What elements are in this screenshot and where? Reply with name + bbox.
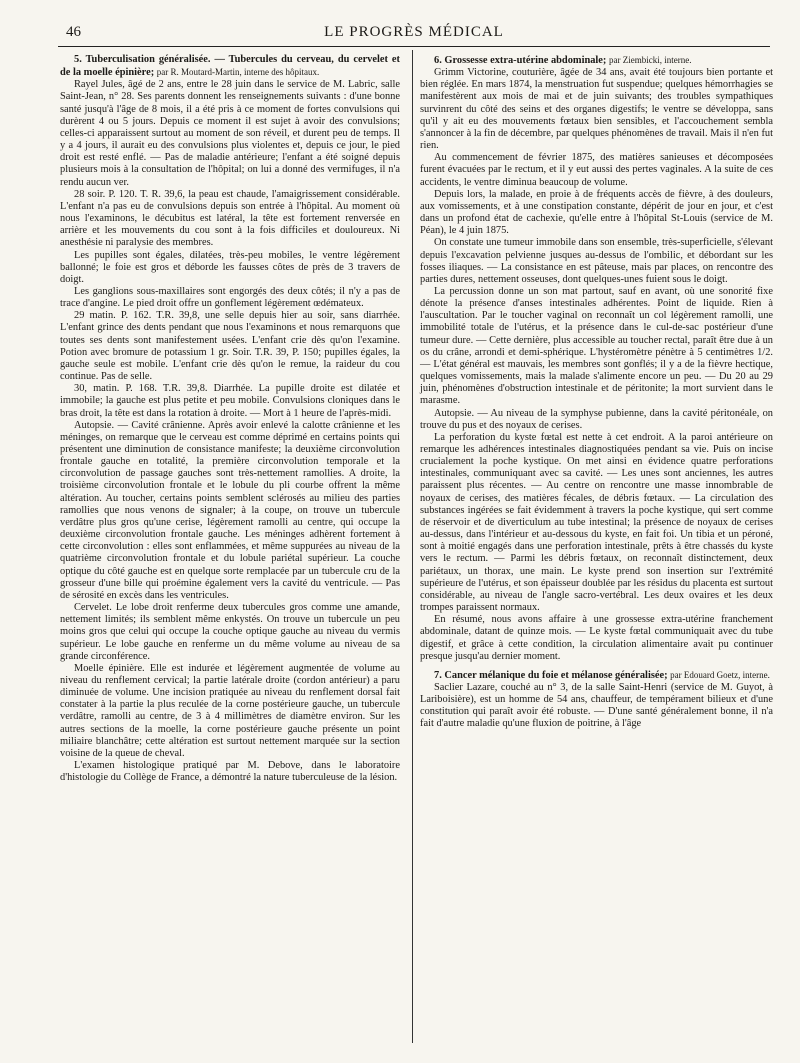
right-column (420, 54, 773, 731)
column-divider (412, 50, 413, 1043)
case-5-heading (60, 54, 400, 79)
paragraph: Cervelet. Le lobe droit renferme deux tubercules gros comme une amande, nettement limités; ils semblent même enkystés. On trouve un tubercule un peu moins gros que celui qui occupe la couche optique gauche au niveau du vermis supérieur. Le lobe gauche en renferme un du même volume au niveau de sa grande circonférence. (60, 602, 400, 662)
paragraph: La percussion donne un son mat partout, sauf en avant, où une sonorité fixe dénote la présence d'anses intestinales adhérentes. Point de liquide. Rien à l'auscultation. Par le toucher vaginal on reconnaît un col légèrement ramolli, une immobilité totale de l'utérus, et la présence dans le cul-de-sac postérieur d'une tumeur dure. — Cette dernière, plus accessible au toucher rectal, paraît être due à un os du crâne, arrondi et demi-sphérique. L'hystéromètre pénètre à 5 centimètres 1/2. — L'état général est mauvais, les membres sont gonflés; il y a de la fièvre hectique, quelques vomissements, mais la malade s'alimente encore un peu. — Du 20 au 29 juin, phénomènes d'obstruction intestinale et de péritonite; la mort survient dans le marasme. (420, 285, 773, 407)
paragraph: 30, matin. P. 168. T.R. 39,8. Diarrhée. La pupille droite est dilatée et immobile; la gauche est plus petite et peu mobile. Convulsions cloniques dans le bras droit, la tête est dans la rotation à droite. — Mort à 1 heure de l'après-midi. (60, 383, 400, 419)
case-7-author: par Edouard Goetz, interne. (670, 669, 770, 680)
paragraph: Les ganglions sous-maxillaires sont engorgés des deux côtés; il n'y a pas de trace d'angine. Le pied droit offre un gonflement légèrement œdémateux. (60, 285, 400, 310)
paragraph: L'examen histologique pratiqué par M. Debove, dans le laboratoire d'histologie du Collège de France, a démontré la nature tuberculeuse de la lésion. (60, 760, 400, 784)
case-5-title: 5. Tuberculisation généralisée. — Tubercules du cerveau, du cervelet et de la moelle épinière; (60, 54, 400, 79)
page-number: 46 (66, 24, 81, 40)
paragraph: Autopsie. — Cavité crânienne. Après avoir enlevé la calotte crânienne et les méninges, on remarque que le cerveau est comme déprimé en certains points qui présentent une diminution de consistance manifeste; la deuxième circonvolution frontale gauche en totalité, la première circonvolution temporale et la circonvolution de passage gauches sont très-nettement ramollies. A droite, la troisième circonvolution frontale et le lobule du pli courbe offrent la même altération. Au toucher, certains points semblent sclérosés au milieu des parties ramollies que nous venons de signaler; à la coupe, on trouve un tubercule verdâtre plus gros qu'une cerise, légèrement ramolli au centre, qui occupe la deuxième circonvolution frontale gauche. Les méninges adhèrent fortement à cette circonvolution : elles sont enflammées, et même suppurées au niveau de la quatrième circonvolution frontale et du lobule pariétal supérieur. La couche optique du côté gauche est en quelque sorte remplacée par un tubercule cru de la grosseur d'une bille qui proémine également vers la cavité du ventricule. — Pas de sérosité en excès dans les ventricules. (60, 419, 400, 601)
running-title: LE PROGRÈS MÉDICAL (324, 24, 504, 40)
case-7-title: 7. Cancer mélanique du foie et mélanose généralisée; (434, 669, 668, 681)
paragraph: Au commencement de février 1875, des matières sanieuses et décomposées furent évacuées par le rectum, et il y eut aussi des pertes vaginales. A la suite de ces accidents, le ventre diminua beaucoup de volume. (420, 152, 773, 188)
paragraph: En résumé, nous avons affaire à une grossesse extra-utérine franchement abdominale, datant de quinze mois. — Le kyste fœtal communiquait avec du tube digestif, et grâce à cette condition, la circulation alimentaire avait pu continuer presque jusqu'au dernier moment. (420, 614, 773, 662)
paragraph: Moelle épinière. Elle est indurée et légèrement augmentée de volume au niveau du renflement cervical; la partie latérale droite (cordon antérieur) a paru diminuée de volume. Une incision pratiquée au niveau du renflement dorsal fait constater à la partie la plus reculée de la corne postérieure gauche, un tubercule verdâtre, ramolli au centre, de 3 à 4 millimètres de diamètre environ. Sur les autres sections de la moelle, la corne postérieure gauche présente un point miliaire blanchâtre; cette altération est surtout nettement marquée sur la section voisine de la queue de cheval. (60, 662, 400, 759)
paragraph: 28 soir. P. 120. T. R. 39,6, la peau est chaude, l'amaigrissement considérable. L'enfant n'a pas eu de convulsions depuis son entrée à l'hôpital. Au moment où nous l'examinons, le décubitus est latéral, la tête est fortement renversée en arrière et les mouvements du cou sont à la fois difficiles et douloureux. Ni anesthésie ni paralysie des membres. (60, 188, 400, 249)
paragraph: On constate une tumeur immobile dans son ensemble, très-superficielle, s'élevant depuis l'excavation pelvienne jusques au-dessus de l'ombilic, et débordant sur les fosses iliaques. — La consistance en est pâteuse, mais par places, on rencontre des parties dures, nettement osseuses, dont quelques-unes fuient sous le doigt. (420, 237, 773, 285)
case-5-author: par R. Moutard-Martin, interne des hôpitaux. (156, 67, 320, 78)
case-6-heading (420, 54, 773, 67)
paragraph: Saclier Lazare, couché au n° 3, de la salle Saint-Henri (service de M. Guyot, à Lariboisière), est un homme de 54 ans, chauffeur, de tempérament bilieux et d'une constitution qui paraît avoir été robuste. — D'une santé généralement bonne, il n'a fait d'autre maladie qu'une fluxion de poitrine, à l'âge (420, 681, 773, 730)
paragraph: Rayel Jules, âgé de 2 ans, entre le 28 juin dans le service de M. Labric, salle Saint-Jean, n° 28. Ses parents donnent les renseignements suivants : d'une bonne santé jusqu'à l'âge de 8 mois, il a été pris à ce moment de fortes convulsions qui durèrent 4 ou 5 jours. Depuis ce moment il est sujet à avoir des convulsions; celles-ci apparaissent surtout au moment de son réveil, et durent peu de temps. Il y a 4 jours, il aurait eu des convulsions plus violentes et, depuis ce jour, le pied droit est resté enflé. — Pas de maladie antérieure; l'enfant a été soigné depuis plusieurs mois à la consultation de l'hôpital; on lui a donné des vermifuges, il n'a rendu aucun ver. (60, 79, 400, 188)
paragraph: 29 matin. P. 162. T.R. 39,8, une selle depuis hier au soir, sans diarrhée. L'enfant grince des dents pendant que nous l'examinons et nous remarquons que toutes ses dents sont manifestement usées. L'enfant crie dès qu'on l'examine. Potion avec bromure de potassium 1 gr. Soir. T.R. 39, P. 150; pupilles égales, la gauche seule est mobile. L'enfant crie dès qu'on le remue, la raideur du cou continue. Pas de selle. (60, 310, 400, 383)
paragraph: La perforation du kyste fœtal est nette à cet endroit. A la paroi antérieure on remarque les adhérences intestinales diagnostiquées pendant sa vie. Puis on incise crucialement la poche kystique. On met ainsi en évidence quatre perforations intestinales, communiquant avec sa cavité. — Les unes sont anciennes, les autres paraissent plus récentes. — Au centre on rencontre une masse innombrable de noyaux de cerises, des matières fécales, de débris fœtaux. — La circulation des substances ingérées se fait évidemment à travers la poche kystique, qui sert comme de réservoir et de diverticulum au tube intestinal; la présence de noyaux de cerises au-dessus, dans l'intérieur et au-dessous du kyste, en fait foi. Un tibia et un péroné, sont à moitié engagés dans une perforation intestinale, prêts à être chassés du kyste vers le rectum. — Parmi les débris fœtaux, on reconnaît distinctement, deux pariétaux, un thorax, une main. Le kyste prend son insertion sur l'extrémité supérieure de l'utérus, et son épaisseur doublée par les résidus du placenta est surtout considérable, au niveau de l'angle sacro-vertébral. Les deux ovaires et les deux trompes paraissent normaux. (420, 431, 773, 614)
paragraph: Autopsie. — Au niveau de la symphyse pubienne, dans la cavité péritonéale, on trouve du pus et des noyaux de cerises. (420, 407, 773, 431)
case-6-author: par Ziembicki, interne. (609, 55, 692, 65)
case-6-title: 6. Grossesse extra-utérine abdominale; (434, 55, 607, 66)
page-header (58, 22, 770, 47)
paragraph: Depuis lors, la malade, en proie à de fréquents accès de fièvre, à des douleurs, aux vomissements, et à une constipation constante, dépérit de jour en jour, et c'est dans un profond état de cachexie, qu'elle entre à l'hôpital St-Louis (service de M. Péan), le 4 juin 1875. (420, 188, 773, 237)
case-7-heading (420, 669, 773, 682)
paragraph: Les pupilles sont égales, dilatées, très-peu mobiles, le ventre légèrement ballonné; le foie est gros et déborde les fausses côtes de près de 3 travers de doigt. (60, 249, 400, 285)
paragraph: Grimm Victorine, couturière, âgée de 34 ans, avait été toujours bien portante et bien réglée. En mars 1874, la menstruation fut suspendue; quelques hémorrhagies se manifestèrent aux mois de mai et de juin suivants; des troubles sympathiques survinrent du côté des seins et des organes digestifs; le ventre se développa, sans qu'il y ait eu des mouvements fœtaux bien sensibles, et l'accouchement sembla s'annoncer à la fin de décembre, par quelques phénomènes de travail. Mais il n'en fut rien. (420, 67, 773, 152)
left-column (60, 54, 400, 784)
